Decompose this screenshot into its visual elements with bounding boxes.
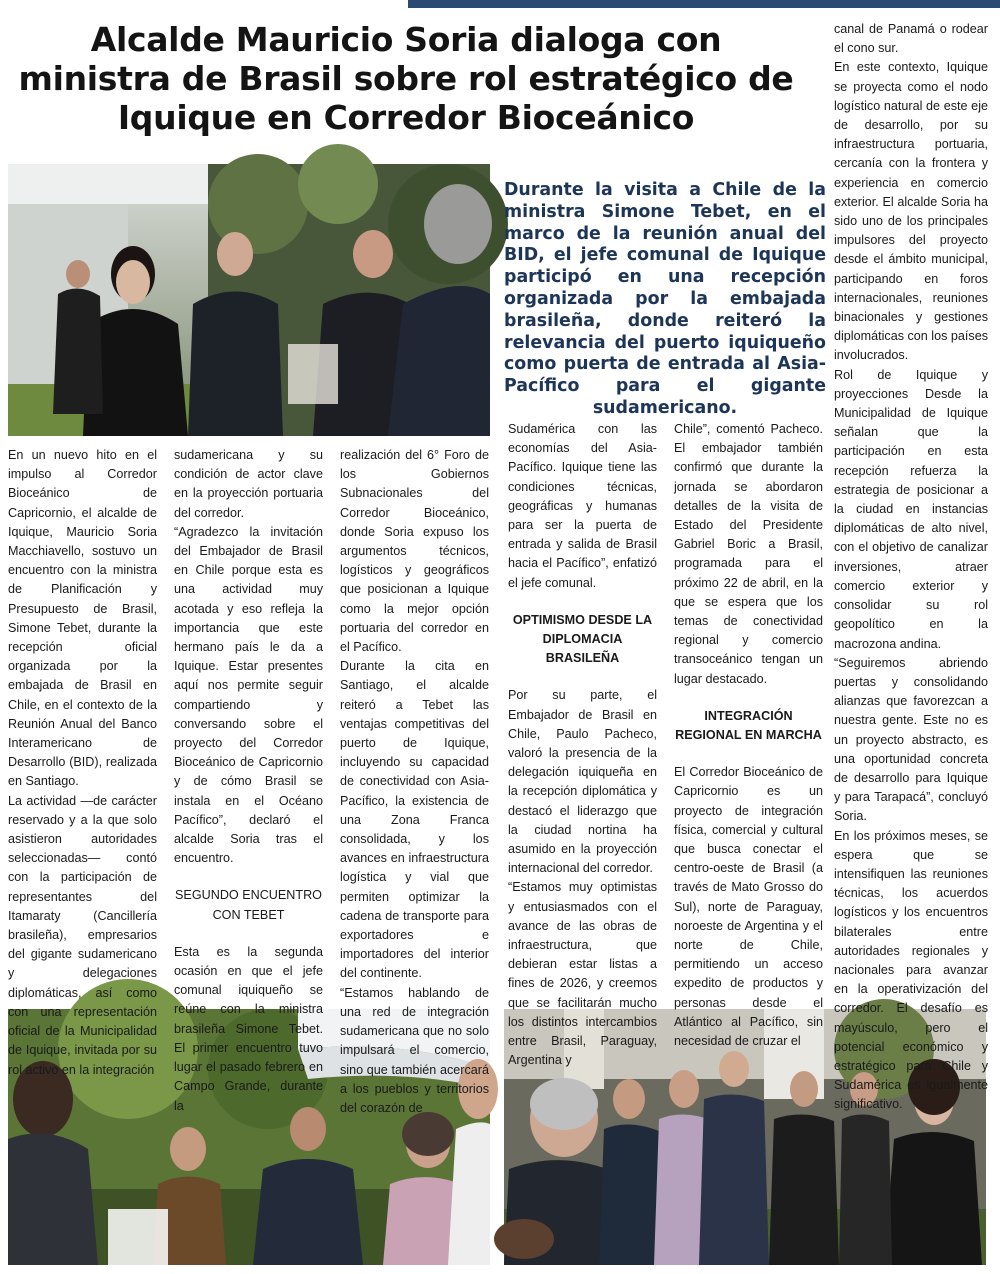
paragraph: Chile”, comentó Pacheco. El embajador también confirmó que durante la jornada se abordaron detalles de la visita de Estado del Presidente Gabriel Boric a Brasil, programada para el próximo 22 de abril, en la que se espera que los temas de conectividad regional y comercio transoceánico tengan un lugar destacado.	[674, 422, 823, 686]
paragraph: En los próximos meses, se espera que se intensifiquen las reuniones técnicas, los acuerdos logísticos y los encuentros bilaterales entre autoridades regionales y nacionales para avanzar en la operativización del corredor. El desafío es mayúsculo, pero el potencial económico y estratégico para Chile y Sudamérica es igualmente significativo.	[834, 828, 988, 1112]
lead-paragraph: Durante la visita a Chile de la ministra Simone Tebet, en el marco de la reunión anual del BID, el jefe comunal de Iquique participó en una recepción organizada por la embajada brasileña, donde reiteró la relevancia del puerto iquiqueño como puerta de entrada al Asia-Pacífico para el gigante sudamericano.	[504, 180, 826, 418]
paragraph: “Estamos muy optimistas y entusiasmados con el avance de las obras de infraestructura, que debieran estar listas a fines de 2026, y creemos que se facilitarán mucho los distintos intercambios entre Brasil, Paraguay, Argentina y	[508, 880, 657, 1068]
paragraph: canal de Panamá o rodear el cono sur.	[834, 22, 988, 56]
paragraph: En este contexto, Iquique se proyecta como el nodo logístico natural de este eje de desarrollo, por su infraestructura portuaria, cercanía con la frontera y experiencia en comercio exterior. El alcalde Soria ha sido uno de los principales impulsores del proyecto desde el ámbito municipal, participando en foros internacionales, reuniones binacionales y gestiones diplomáticas con los países involucrados.	[834, 60, 989, 363]
paragraph: Por su parte, el Embajador de Brasil en Chile, Paulo Pacheco, valoró la presencia de la delegación iquiqueña en la recepción diplomática y destacó el liderazgo que la ciudad nortina ha asumido en la proyección internacional del corredor.	[508, 688, 657, 876]
headline: Alcalde Mauricio Soria dialoga con ministra de Brasil sobre rol estratégico de Iquique en Corredor Bioceánico	[18, 20, 794, 137]
photo-reception-minister-officials	[8, 164, 490, 436]
top-accent-bar	[408, 0, 1000, 8]
paragraph: Durante la cita en Santiago, el alcalde reiteró a Tebet las ventajas competitivas del puerto de Iquique, incluyendo su capacidad de conectividad con Asia-Pacífico, la existencia de una Zona Franca consolidada, y los avances en infraestructura logística y vial que permiten optimizar la cadena de transporte para exportadores e importadores del interior del continente.	[340, 659, 489, 981]
subheading: OPTIMISMO DESDE LA DIPLOMACIA BRASILEÑA	[512, 612, 653, 666]
subheading: SEGUNDO ENCUENTRO CON TEBET	[175, 888, 322, 922]
paragraph: sudamericana y su condición de actor clave en la proyección portuaria del corredor.	[174, 448, 323, 520]
paragraph: Sudamérica con las economías del Asia-Pacífico. Iquique tiene las condiciones técnicas, geográficas y humanas para ser la puerta de entrada y salida de Brasil hacia el Pacífico”, enfatizó el jefe comunal.	[508, 422, 657, 590]
article-column-3	[340, 446, 489, 1115]
paragraph: En un nuevo hito en el impulso al Corredor Bioceánico de Capricornio, el alcalde de Iquique, Mauricio Soria Macchiavello, sostuvo un encuentro con la ministra de Planificación y Presupuesto de Brasil, Simone Tebet, durante la recepción oficial organizada por la embajada de Brasil en Chile, en el contexto de la Reunión Anual del Banco Interamericano de Desarrollo (BID), realizada en Santiago.	[8, 448, 157, 789]
subheading: INTEGRACIÓN REGIONAL EN MARCHA	[675, 708, 822, 743]
article-column-2	[174, 446, 323, 1113]
article-column-5	[674, 420, 823, 1049]
paragraph: Rol de Iquique y proyecciones Desde la Municipalidad de Iquique señalan que la participación en esta recepción refuerza la estrategia de posicionar a la ciudad en instancias diplomáticas de alto nivel, con el objetivo de canalizar inversiones, atraer comercio exterior y consolidar su rol geopolítico en la macrozona andina.	[834, 367, 988, 651]
paragraph: El Corredor Bioceánico de Capricornio es un proyecto de integración física, comercial y cultural que busca conectar el centro-oeste de Brasil (a través de Mato Grosso do Sul), norte de Paraguay, noroeste de Argentina y el norte de Chile, permitiendo un acceso expedito de productos y personas desde el Atlántico al Pacífico, sin necesidad de cruzar el	[674, 765, 823, 1049]
paragraph: Esta es la segunda ocasión en que el jefe comunal iquiqueño se reúne con la ministra brasileña Simone Tebet. El primer encuentro tuvo lugar el pasado febrero en Campo Grande, durante la	[174, 944, 323, 1113]
article-column-1	[8, 446, 157, 1077]
paragraph: La actividad —de carácter reservado y a la que solo asistieron autoridades seleccionadas— contó con la participación de representantes del Itamaraty (Cancillería brasileña), empresarios del gigante sudamericano y delegaciones diplomáticas, así como con una representación oficial de la Municipalidad de Iquique, invitada por su rol activo en la integración	[8, 793, 157, 1077]
paragraph: “Agradezco la invitación del Embajador de Brasil en Chile porque esta es una actividad muy acotada y eso refleja la importancia que este hermano país le da a Iquique. Estar presentes aquí nos permite seguir compartiendo y conversando sobre el proyecto del Corredor Bioceánico de Capricornio y de cómo Brasil se instala en el Océano Pacífico”, declaró el alcalde Soria tras el encuentro.	[174, 524, 323, 866]
paragraph: “Seguiremos abriendo puertas y consolidando alianzas que favorezcan a nuestra gente. Este no es un proyecto abstracto, es una oportunidad concreta de desarrollo para Iquique y para Tarapacá”, concluyó Soria.	[834, 655, 988, 824]
article-column-6	[834, 20, 989, 1112]
paragraph: “Estamos hablando de una red de integración sudamericana que no solo impulsará el comercio, sino que también acercará a los pueblos y territorios del corazón de	[340, 985, 489, 1115]
article-column-4	[508, 420, 657, 1068]
paragraph: realización del 6° Foro de los Gobiernos Subnacionales del Corredor Bioceánico, donde Soria expuso los argumentos técnicos, logísticos y geográficos que posicionan a Iquique como la mejor opción portuaria del corredor en el Pacífico.	[340, 448, 489, 655]
